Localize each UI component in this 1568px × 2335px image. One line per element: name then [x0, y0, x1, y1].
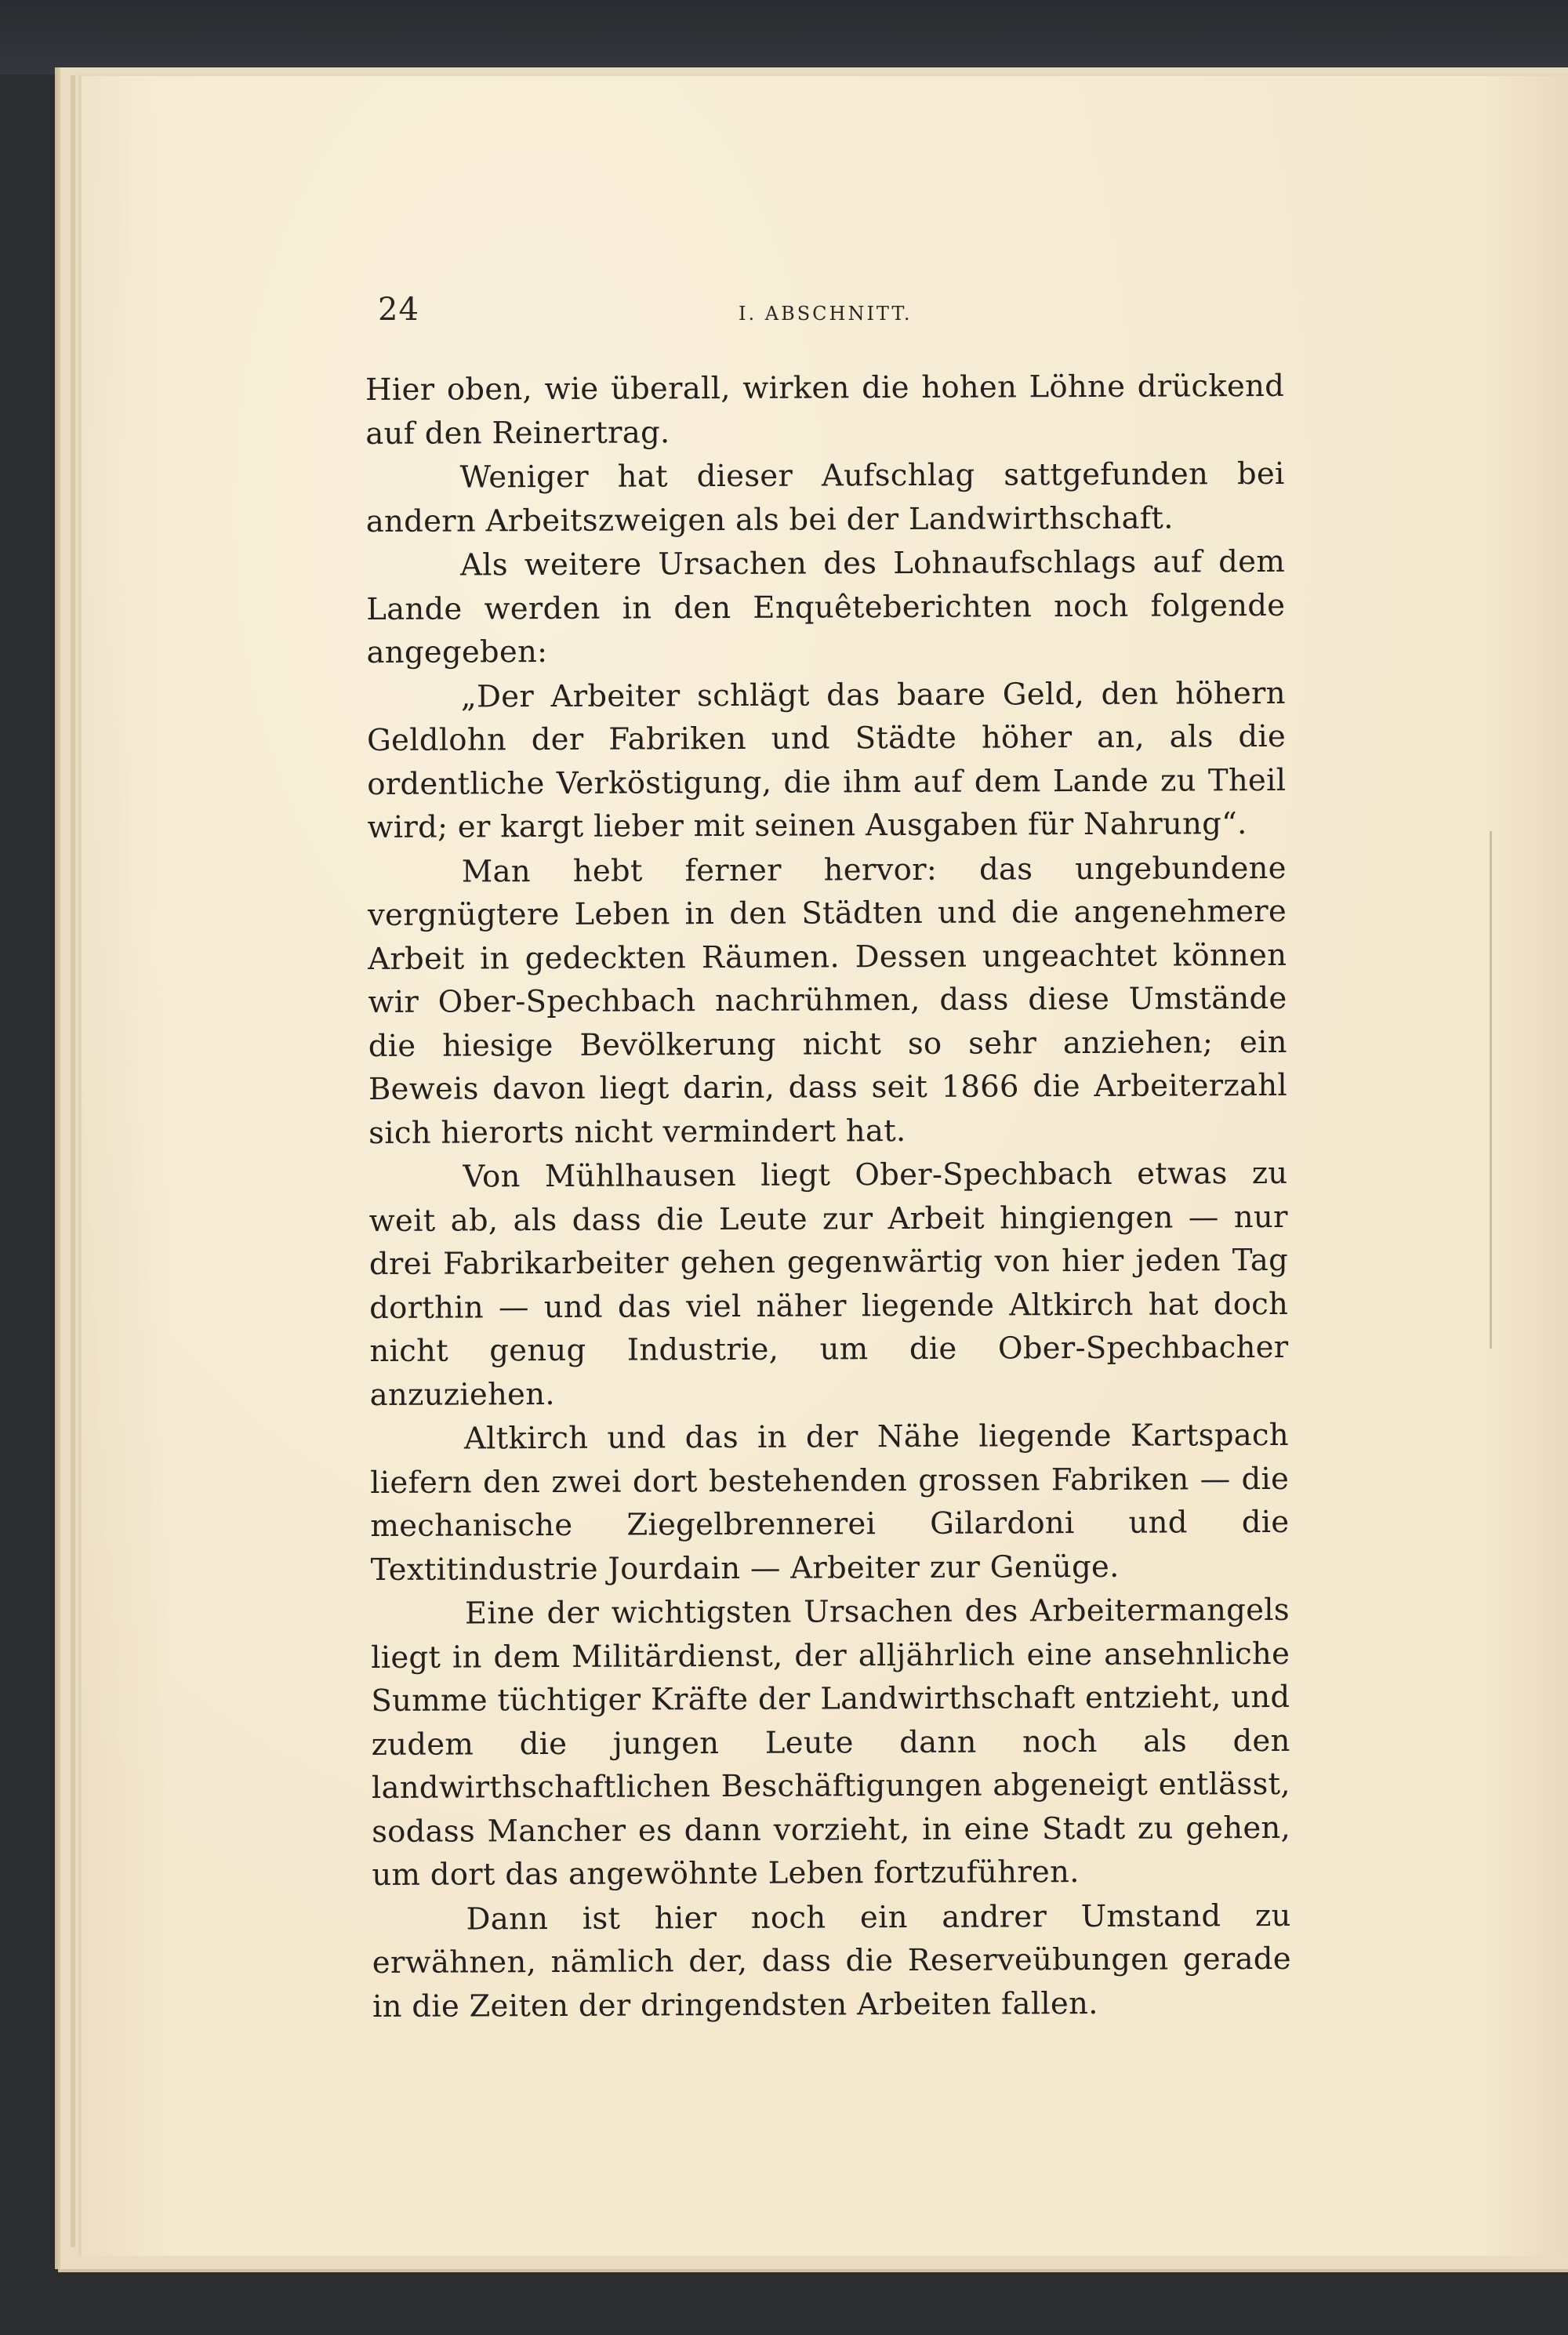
paragraph: Man hebt ferner hervor: das ungebundene vergnügtere Leben in den Städten und die angenehmere Arbeit in gedeckten Räumen. Dessen ungeachtet können wir Ober-Spechbach nachrühmen, dass diese Umstände die hiesige Bevölkerung nicht so sehr anziehen; ein Beweis davon liegt darin, dass seit 1866 die Arbeiterzahl sich hierorts nicht vermindert hat. — [367, 850, 1288, 1151]
paragraph: Altkirch und das in der Nähe liegende Kartspach liefern den zwei dort bestehenden grossen Fabriken — die mechanische Ziegelbrennerei Gilardoni und die Textitindustrie Jourdain — Arbeiter zur Genüge. — [370, 1417, 1290, 1588]
paragraph: Eine der wichtigsten Ursachen des Arbeitermangels liegt in dem Militärdienst, der alljährlich eine ansehnliche Summe tüchtiger Kräfte der Landwirthschaft entzieht, und zudem die jungen Leute dann noch als den landwirthschaftlichen Beschäftigungen abgeneigt entlässt, sodass Mancher es dann vorzieht, in eine Stadt zu gehen, um dort das angewöhnte Leben fortzuführen. — [371, 1592, 1291, 1893]
running-title: I. ABSCHNITT. — [739, 303, 913, 325]
paragraph: Hier oben, wie überall, wirken die hohen Löhne drückend auf den Reinertrag. — [365, 368, 1285, 452]
page-number: 24 — [378, 292, 419, 328]
paragraph: Weniger hat dieser Aufschlag sattgefunden bei andern Arbeitszweigen als bei der Landwirthschaft. — [365, 456, 1285, 539]
page-left-edge — [71, 75, 75, 2247]
paragraph: Von Mühlhausen liegt Ober-Spechbach etwas zu weit ab, als dass die Leute zur Arbeit hingiengen — nur drei Fabrikarbeiter gehen gegenwärtig von hier jeden Tag dorthin — und das viel näher liegende Altkirch hat doch nicht genug Industrie, um die Ober-Spechbacher anzuziehen. — [368, 1155, 1289, 1413]
margin-pencil-mark — [1490, 831, 1492, 1349]
paragraph: Als weitere Ursachen des Lohnaufschlags auf dem Lande werden in den Enquêteberichten noch folgende angegeben: — [366, 543, 1286, 670]
quote-paragraph: „Der Arbeiter schlägt das baare Geld, den höhern Geldlohn der Fabriken und Städte höher an, als die ordentliche Verköstigung, die ihm auf dem Lande zu Theil wird; er kargt lieber mit seinen Ausgaben für Nahrung“. — [366, 675, 1287, 845]
page-header — [378, 292, 1279, 339]
scanner-background — [0, 0, 1568, 74]
body-text — [365, 365, 1291, 2029]
paragraph: Dann ist hier noch ein andrer Umstand zu erwähnen, nämlich der, dass die Reserveübungen gerade in die Zeiten der dringendsten Arbeiten fallen. — [372, 1897, 1291, 2025]
